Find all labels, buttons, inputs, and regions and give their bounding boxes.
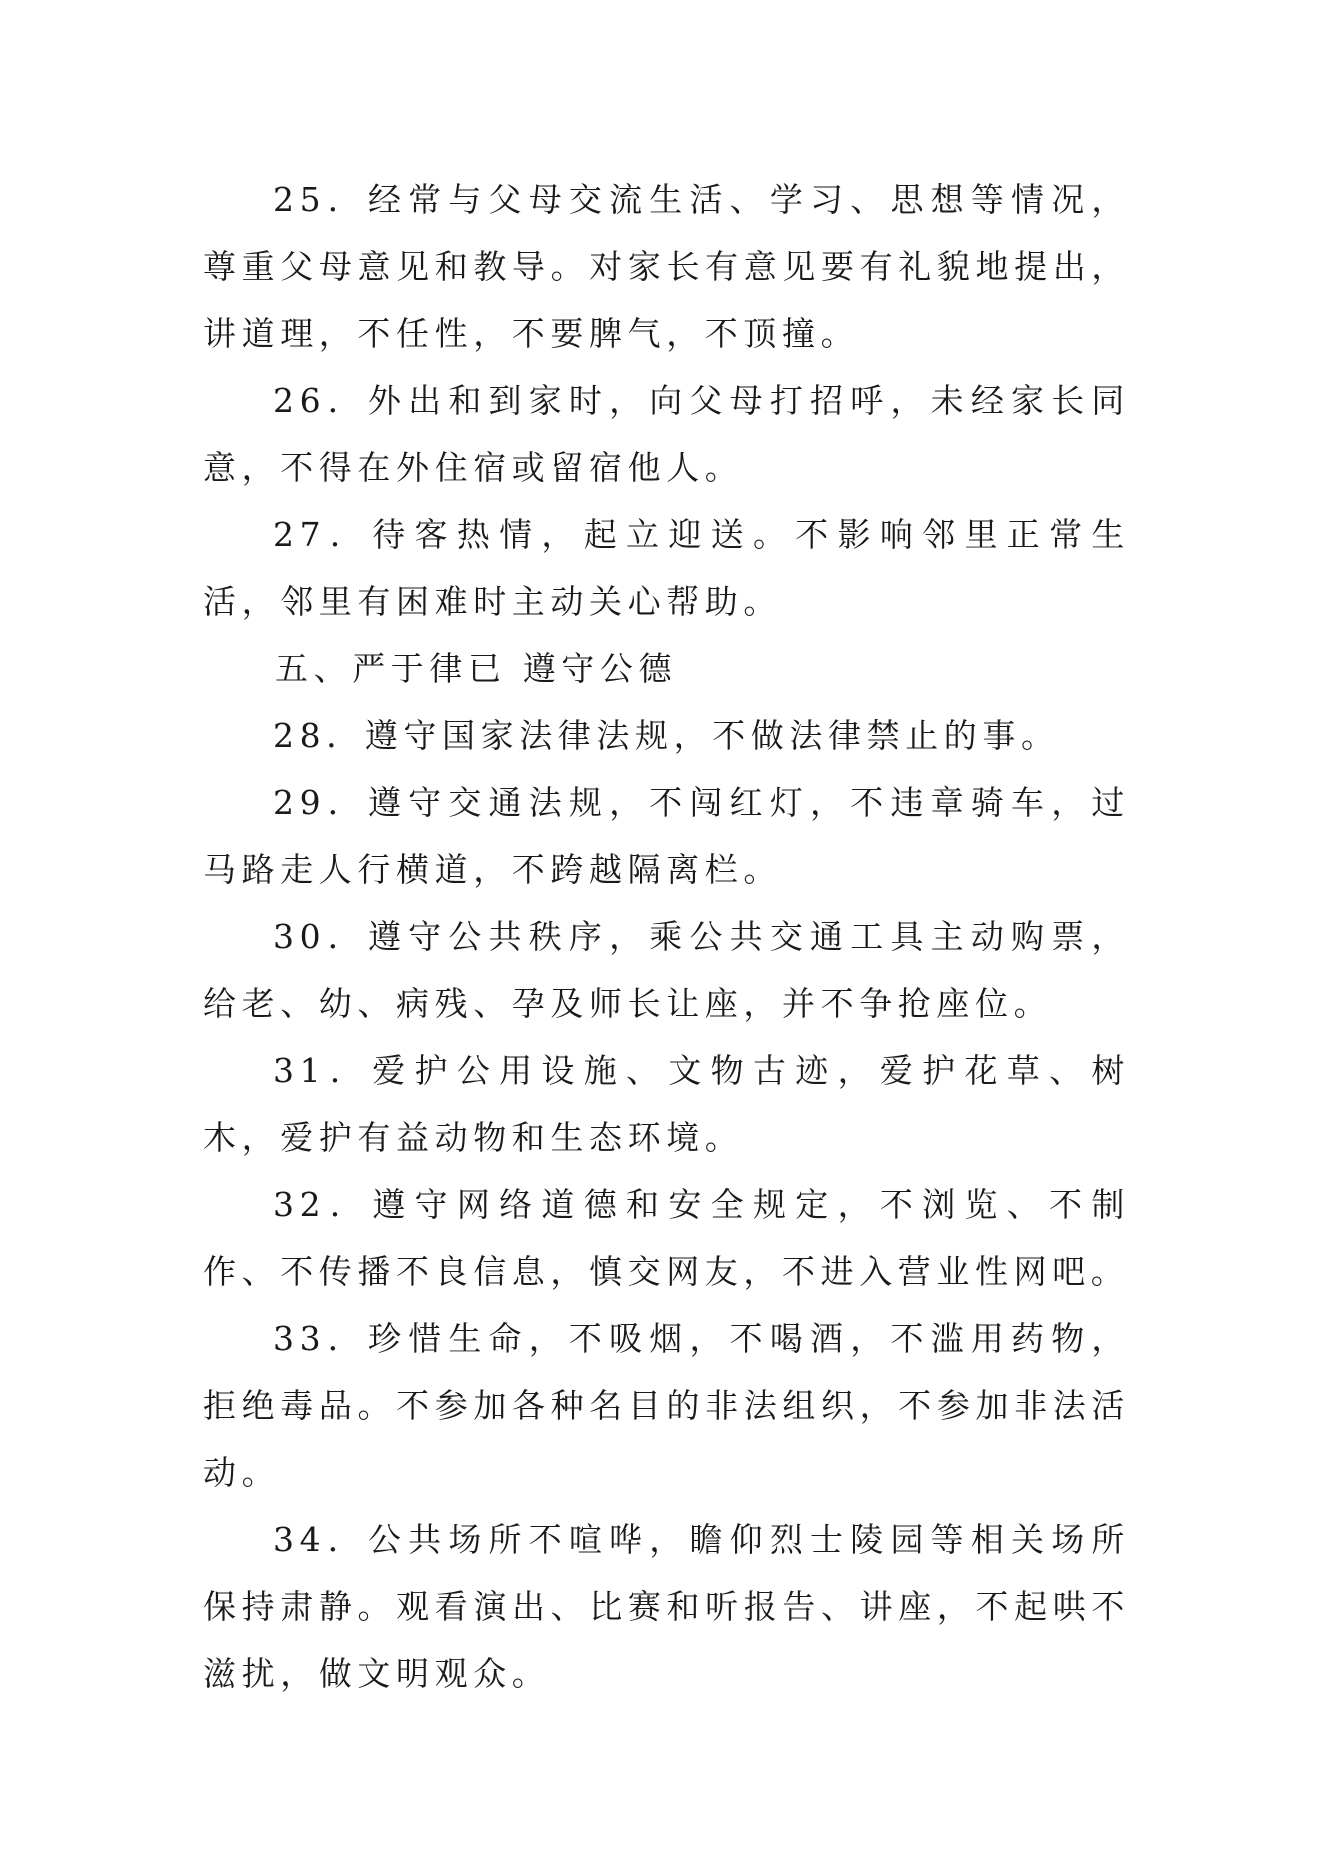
- paragraph-item-30: 30．遵守公共秩序，乘公共交通工具主动购票，给老、幼、病残、孕及师长让座，并不争抢座位。: [203, 917, 1130, 1023]
- paragraph-item-26: 26．外出和到家时，向父母打招呼，未经家长同意，不得在外住宿或留宿他人。: [203, 381, 1130, 487]
- paragraph-item-27: 27．待客热情，起立迎送。不影响邻里正常生活，邻里有困难时主动关心帮助。: [203, 515, 1130, 621]
- paragraph-item-33: 33．珍惜生命，不吸烟，不喝酒，不滥用药物，拒绝毒品。不参加各种名目的非法组织，不参加非法活动。: [203, 1319, 1130, 1492]
- paragraph-item-28: 28．遵守国家法律法规，不做法律禁止的事。: [273, 716, 1060, 755]
- document-body: [203, 166, 1130, 1707]
- paragraph-item-32: 32．遵守网络道德和安全规定，不浏览、不制作、不传播不良信息，慎交网友，不进入营业性网吧。: [203, 1185, 1130, 1291]
- paragraph-item-25: 25．经常与父母交流生活、学习、思想等情况，尊重父母意见和教导。对家长有意见要有礼貌地提出，讲道理，不任性，不要脾气，不顶撞。: [203, 180, 1130, 353]
- paragraph-item-29: 29．遵守交通法规，不闯红灯，不违章骑车，过马路走人行横道，不跨越隔离栏。: [203, 783, 1130, 889]
- section-heading-5: 五、严于律已 遵守公德: [275, 649, 678, 688]
- paragraph-item-31: 31．爱护公用设施、文物古迹，爱护花草、树木，爱护有益动物和生态环境。: [203, 1051, 1130, 1157]
- paragraph-item-34: 34．公共场所不喧哗，瞻仰烈士陵园等相关场所保持肃静。观看演出、比赛和听报告、讲座，不起哄不滋扰，做文明观众。: [203, 1520, 1130, 1693]
